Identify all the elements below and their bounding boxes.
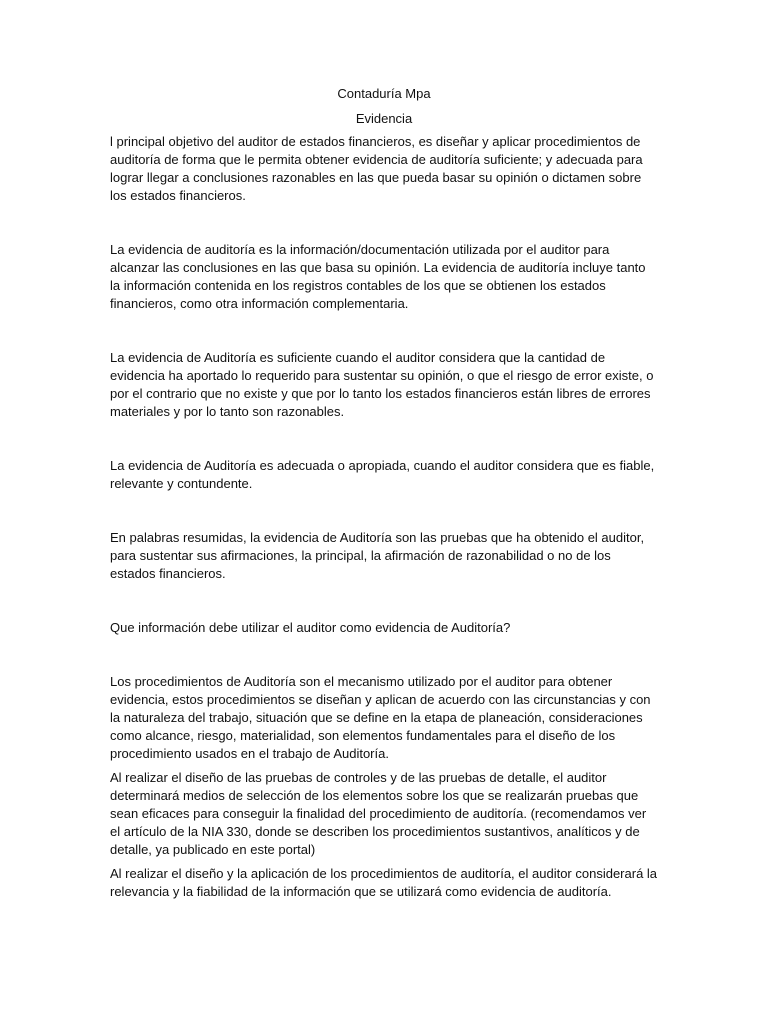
document-subtitle: Evidencia — [355, 111, 413, 126]
paragraph-2: La evidencia de auditoría es la información/documentación utilizada por el auditor para alcanzar las conclusiones en las que basa su opinión. La evidencia de auditoría incluye tanto la información contenida en los registros contables de los que se obtienen los estados financieros, como otra información complementaria. — [110, 242, 646, 311]
document-title: Contaduría Mpa — [337, 86, 431, 101]
paragraph-7: Al realizar el diseño de las pruebas de controles y de las pruebas de detalle, el auditor determinará medios de selección de los elementos sobre los que se realizarán pruebas que sean eficaces para conseguir la finalidad del procedimiento de auditoría. (recomendamos ver el artículo de la NIA 330, donde se describen los procedimientos sustantivos, analíticos y de detalle, ya publicado en este portal) — [110, 770, 647, 857]
paragraph-8: Al realizar el diseño y la aplicación de los procedimientos de auditoría, el auditor considerará la relevancia y la fiabilidad de la información que se utilizará como evidencia de auditoría. — [110, 866, 658, 899]
paragraph-6: Los procedimientos de Auditoría son el mecanismo utilizado por el auditor para obtener evidencia, estos procedimientos se diseñan y aplican de acuerdo con las circunstancias y con la naturaleza del trabajo, situación que se define en la etapa de planeación, consideraciones como alcance, riesgo, materialidad, son elementos fundamentales para el diseño de los procedimiento usados en el trabajo de Auditoría. — [110, 674, 651, 761]
question-heading: Que información debe utilizar el auditor como evidencia de Auditoría? — [110, 620, 511, 635]
paragraph-3: La evidencia de Auditoría es suficiente cuando el auditor considera que la cantidad de evidencia ha aportado lo requerido para sustentar su opinión, o que el riesgo de error existe, o por el contrario que no existe y que por lo tanto los estados financieros están libres de errores materiales y por lo tanto son razonables. — [110, 350, 654, 419]
document-body — [110, 85, 658, 907]
paragraph-4: La evidencia de Auditoría es adecuada o apropiada, cuando el auditor considera que es fiable, relevante y contundente. — [110, 458, 655, 491]
paragraph-5: En palabras resumidas, la evidencia de Auditoría son las pruebas que ha obtenido el auditor, para sustentar sus afirmaciones, la principal, la afirmación de razonabilidad o no de los estados financieros. — [110, 530, 645, 581]
paragraph-1: l principal objetivo del auditor de estados financieros, es diseñar y aplicar procedimientos de auditoría de forma que le permita obtener evidencia de auditoría suficiente; y adecuada para lograr llegar a conclusiones razonables en las que pueda basar su opinión o dictamen sobre los estados financieros. — [110, 134, 643, 203]
